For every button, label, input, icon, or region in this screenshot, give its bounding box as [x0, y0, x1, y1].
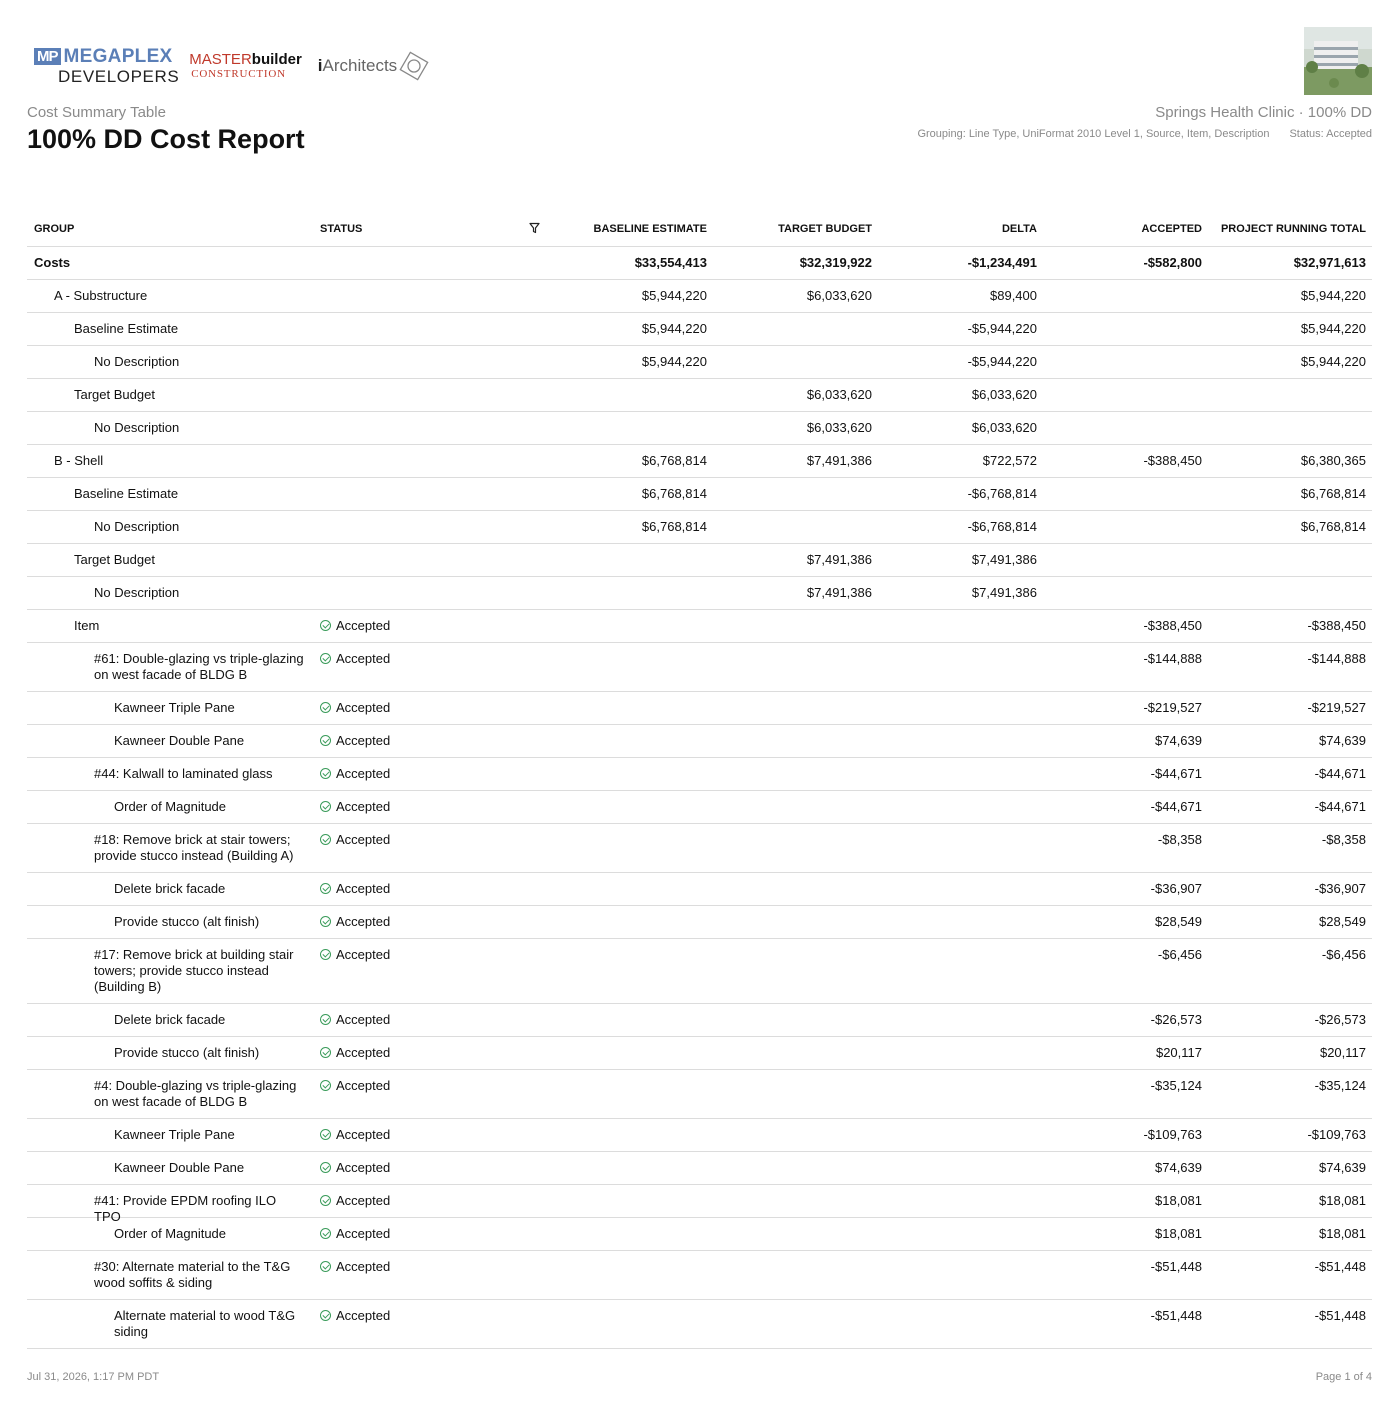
check-circle-icon [320, 1129, 331, 1140]
table-row[interactable] [27, 379, 1372, 412]
check-circle-icon [320, 1162, 331, 1173]
running-total-cell: $5,944,220 [1300, 321, 1366, 336]
table-row[interactable] [27, 544, 1372, 577]
col-accepted: ACCEPTED [1141, 223, 1202, 235]
building-render-icon [1304, 27, 1372, 95]
table-row[interactable] [27, 692, 1372, 725]
status-text: Accepted [336, 700, 391, 715]
accepted-cell: $20,117 [1155, 1045, 1202, 1060]
status-badge [320, 1160, 390, 1175]
cost-summary-table [27, 212, 1372, 1349]
check-circle-icon [320, 1080, 331, 1091]
row-group-label: #4: Double-glazing vs triple-glazing on west facade of BLDG B [94, 1078, 297, 1109]
table-body [27, 247, 1372, 1349]
table-row[interactable] [27, 478, 1372, 511]
status-badge [320, 832, 390, 847]
status-badge [320, 947, 390, 962]
accepted-cell: -$44,671 [1150, 799, 1202, 814]
document-title: 100% DD Cost Report [27, 124, 305, 154]
status-text: Accepted [336, 799, 391, 814]
iarchitects-logo [318, 47, 433, 85]
accepted-cell: -$582,800 [1143, 255, 1202, 270]
row-group-label: Baseline Estimate [74, 321, 179, 336]
target-cell: $7,491,386 [806, 453, 872, 468]
table-row[interactable] [27, 1251, 1372, 1300]
accepted-cell: $18,081 [1155, 1226, 1202, 1241]
accepted-cell: -$388,450 [1143, 618, 1202, 633]
row-group-label: Provide stucco (alt finish) [114, 914, 260, 929]
row-group-label: Delete brick facade [114, 881, 226, 896]
baseline-cell: $5,944,220 [641, 321, 707, 336]
accepted-cell: -$109,763 [1143, 1127, 1202, 1142]
running-total-cell: -$44,671 [1314, 799, 1366, 814]
delta-cell: -$6,768,814 [967, 519, 1037, 534]
row-group-label: Kawneer Double Pane [114, 733, 245, 748]
report-meta [917, 128, 1372, 140]
status-text: Accepted [336, 1078, 391, 1093]
status-text: Accepted [336, 1226, 391, 1241]
table-row[interactable] [27, 873, 1372, 906]
running-total-cell: $5,944,220 [1300, 354, 1366, 369]
table-row[interactable] [27, 1037, 1372, 1070]
table-row[interactable] [27, 725, 1372, 758]
target-cell: $7,491,386 [806, 585, 872, 600]
status-text: Accepted [336, 832, 391, 847]
table-row[interactable] [27, 313, 1372, 346]
running-total-cell: $6,768,814 [1300, 519, 1366, 534]
accepted-cell: $28,549 [1155, 914, 1202, 929]
check-circle-icon [320, 1014, 331, 1025]
table-row[interactable] [27, 1152, 1372, 1185]
table-row[interactable] [27, 412, 1372, 445]
status-badge [320, 1259, 390, 1274]
row-group-label: #18: Remove brick at stair towers; provide stucco instead (Building A) [94, 832, 294, 863]
row-group-label: Kawneer Triple Pane [114, 700, 235, 715]
status-text: Accepted [336, 1127, 391, 1142]
row-group-label: Order of Magnitude [114, 799, 227, 814]
running-total-cell: -$35,124 [1314, 1078, 1366, 1093]
accepted-cell: -$35,124 [1150, 1078, 1202, 1093]
status-text: Accepted [336, 1193, 391, 1208]
check-circle-icon [320, 1261, 331, 1272]
row-group-label: B - Shell [54, 453, 104, 468]
table-row[interactable] [27, 511, 1372, 544]
accepted-cell: $74,639 [1155, 733, 1202, 748]
delta-cell: -$6,768,814 [967, 486, 1037, 501]
master-black: builder [251, 51, 302, 68]
table-row[interactable] [27, 280, 1372, 313]
status-text: Accepted [336, 1160, 391, 1175]
check-circle-icon [320, 1047, 331, 1058]
running-total-cell: $74,639 [1319, 1160, 1366, 1175]
status-badge [320, 1308, 390, 1323]
target-cell: $7,491,386 [806, 552, 872, 567]
accepted-cell: -$36,907 [1150, 881, 1202, 896]
row-group-label: #61: Double-glazing vs triple-glazing on west facade of BLDG B [94, 651, 304, 682]
status-badge [320, 733, 390, 748]
delta-cell: $6,033,620 [971, 420, 1037, 435]
masterbuilder-logo [189, 52, 302, 80]
delta-cell: $89,400 [990, 288, 1037, 303]
baseline-cell: $6,768,814 [641, 453, 707, 468]
running-total-cell: $6,380,365 [1300, 453, 1366, 468]
running-total-cell: $18,081 [1319, 1193, 1366, 1208]
accepted-cell: -$144,888 [1143, 651, 1202, 666]
table-row[interactable] [27, 1119, 1372, 1152]
status-text: Accepted [336, 1045, 391, 1060]
footer-date: Jul 31, 2026, 1:17 PM PDT [27, 1371, 160, 1383]
table-row[interactable] [27, 1300, 1372, 1349]
status-badge [320, 881, 390, 896]
row-group-label: Costs [34, 255, 71, 270]
baseline-cell: $6,768,814 [641, 519, 707, 534]
table-row[interactable] [27, 758, 1372, 791]
running-total-cell: -$109,763 [1307, 1127, 1366, 1142]
target-cell: $6,033,620 [806, 387, 872, 402]
accepted-cell: -$388,450 [1143, 453, 1202, 468]
accepted-cell: -$51,448 [1150, 1259, 1202, 1274]
row-group-label: #30: Alternate material to the T&G wood soffits & siding [94, 1259, 291, 1290]
row-group-label: #44: Kalwall to laminated glass [94, 766, 273, 781]
megaplex-name: MEGAPLEX [63, 46, 173, 67]
status-badge [320, 1193, 390, 1208]
row-group-label: No Description [94, 585, 180, 600]
accepted-cell: -$219,527 [1143, 700, 1202, 715]
project-name: Springs Health Clinic · 100% DD [1155, 104, 1372, 121]
status-text: Accepted [336, 914, 391, 929]
company-logos [34, 44, 433, 88]
row-group-label: No Description [94, 354, 180, 369]
status-badge [320, 1045, 390, 1060]
delta-cell: -$5,944,220 [967, 321, 1037, 336]
row-group-label: Target Budget [74, 387, 155, 402]
project-thumbnail [1304, 27, 1372, 95]
running-total-cell: -$6,456 [1321, 947, 1366, 962]
row-group-label: A - Substructure [54, 288, 148, 303]
status-text: Accepted [336, 881, 391, 896]
baseline-cell: $5,944,220 [641, 288, 707, 303]
delta-cell: $7,491,386 [971, 552, 1037, 567]
running-total-cell: -$144,888 [1307, 651, 1366, 666]
status-badge [320, 700, 390, 715]
baseline-cell: $5,944,220 [641, 354, 707, 369]
status-badge [320, 914, 390, 929]
table-row[interactable] [27, 1004, 1372, 1037]
status-text: Accepted [336, 766, 391, 781]
col-delta: DELTA [1001, 223, 1037, 235]
row-group-label: Item [74, 618, 100, 633]
running-total-cell: $6,768,814 [1300, 486, 1366, 501]
delta-cell: -$1,234,491 [967, 255, 1037, 270]
document-subtitle: Cost Summary Table [27, 104, 166, 121]
baseline-cell: $33,554,413 [634, 255, 707, 270]
row-group-label: Order of Magnitude [114, 1226, 227, 1241]
check-circle-icon [320, 883, 331, 894]
delta-cell: $7,491,386 [971, 585, 1037, 600]
check-circle-icon [320, 702, 331, 713]
table-row[interactable] [27, 577, 1372, 610]
status-text: Accepted [336, 1259, 391, 1274]
check-circle-icon [320, 1310, 331, 1321]
grouping-info: Grouping: Line Type, UniFormat 2010 Level 1, Source, Item, Description [917, 128, 1270, 140]
row-group-label: Delete brick facade [114, 1012, 226, 1027]
iarch-name: Architects [322, 56, 398, 75]
row-group-label: No Description [94, 519, 180, 534]
table-header [27, 212, 1372, 247]
target-cell: $6,033,620 [806, 420, 872, 435]
col-group: GROUP [34, 223, 75, 235]
col-target: TARGET BUDGET [778, 223, 872, 235]
megaplex-badge: MP [34, 48, 61, 65]
filter-icon[interactable] [529, 222, 540, 234]
check-circle-icon [320, 735, 331, 746]
running-total-cell: -$36,907 [1314, 881, 1366, 896]
table-row[interactable] [27, 346, 1372, 379]
table-row[interactable] [27, 1185, 1372, 1224]
running-total-cell: -$219,527 [1307, 700, 1366, 715]
row-group-label: Target Budget [74, 552, 155, 567]
status-badge [320, 1012, 390, 1027]
check-circle-icon [320, 949, 331, 960]
row-group-label: Kawneer Double Pane [114, 1160, 245, 1175]
status-text: Accepted [336, 618, 391, 633]
status-text: Accepted [336, 1012, 391, 1027]
running-total-cell: $20,117 [1319, 1045, 1366, 1060]
check-circle-icon [320, 801, 331, 812]
accepted-cell: -$44,671 [1150, 766, 1202, 781]
status-badge [320, 766, 390, 781]
check-circle-icon [320, 620, 331, 631]
master-sub: CONSTRUCTION [191, 68, 286, 80]
accepted-cell: -$26,573 [1150, 1012, 1202, 1027]
status-badge [320, 799, 390, 814]
delta-cell: $722,572 [982, 453, 1037, 468]
table-row[interactable] [27, 939, 1372, 1004]
check-circle-icon [320, 1228, 331, 1239]
master-red: MASTER [189, 51, 252, 68]
table-row[interactable] [27, 791, 1372, 824]
running-total-cell: -$51,448 [1314, 1259, 1366, 1274]
accepted-cell: -$8,358 [1157, 832, 1202, 847]
footer-page-number: Page 1 of 4 [1315, 1371, 1372, 1383]
status-badge [320, 1127, 390, 1142]
table-row[interactable] [27, 610, 1372, 643]
accepted-cell: $18,081 [1155, 1193, 1202, 1208]
accepted-cell: $74,639 [1155, 1160, 1202, 1175]
delta-cell: -$5,944,220 [967, 354, 1037, 369]
col-status: STATUS [320, 223, 363, 235]
diamond-logo-icon [395, 47, 433, 85]
running-total-cell: -$388,450 [1307, 618, 1366, 633]
accepted-cell: -$6,456 [1157, 947, 1202, 962]
row-group-label: No Description [94, 420, 180, 435]
check-circle-icon [320, 1195, 331, 1206]
check-circle-icon [320, 653, 331, 664]
col-running: PROJECT RUNNING TOTAL [1220, 223, 1366, 235]
accepted-cell: -$51,448 [1150, 1308, 1202, 1323]
running-total-cell: $18,081 [1319, 1226, 1366, 1241]
table-row[interactable] [27, 643, 1372, 692]
running-total-cell: $5,944,220 [1300, 288, 1366, 303]
megaplex-sub: DEVELOPERS [58, 67, 180, 86]
table-row[interactable] [27, 1218, 1372, 1251]
row-group-label: #17: Remove brick at building stair towers; provide stucco instead (Building B) [94, 947, 294, 994]
table-row[interactable] [27, 445, 1372, 478]
status-badge [320, 651, 390, 666]
running-total-cell: -$26,573 [1314, 1012, 1366, 1027]
status-text: Accepted [336, 651, 391, 666]
target-cell: $6,033,620 [806, 288, 872, 303]
baseline-cell: $6,768,814 [641, 486, 707, 501]
running-total-cell: -$8,358 [1321, 832, 1366, 847]
table-row[interactable] [27, 906, 1372, 939]
col-baseline: BASELINE ESTIMATE [593, 223, 707, 235]
status-text: Accepted [336, 733, 391, 748]
table-row[interactable] [27, 1070, 1372, 1119]
status-text: Accepted [336, 947, 391, 962]
status-badge [320, 1226, 390, 1241]
delta-cell: $6,033,620 [971, 387, 1037, 402]
check-circle-icon [320, 768, 331, 779]
row-group-label: Baseline Estimate [74, 486, 179, 501]
megaplex-logo [34, 47, 179, 85]
status-badge [320, 618, 390, 633]
row-group-label: Alternate material to wood T&G siding [114, 1308, 296, 1339]
running-total-cell: $74,639 [1319, 733, 1366, 748]
target-cell: $32,319,922 [799, 255, 872, 270]
table-row[interactable] [27, 247, 1372, 280]
running-total-cell: -$44,671 [1314, 766, 1366, 781]
table-row[interactable] [27, 824, 1372, 873]
row-group-label: Provide stucco (alt finish) [114, 1045, 260, 1060]
status-badge [320, 1078, 390, 1093]
iarch-i: i [317, 56, 323, 75]
row-group-label: Kawneer Triple Pane [114, 1127, 235, 1142]
running-total-cell: $32,971,613 [1293, 255, 1366, 270]
status-filter-info: Status: Accepted [1289, 128, 1372, 140]
check-circle-icon [320, 916, 331, 927]
running-total-cell: -$51,448 [1314, 1308, 1366, 1323]
row-group-label: #41: Provide EPDM roofing ILO TPO [94, 1193, 277, 1224]
running-total-cell: $28,549 [1319, 914, 1366, 929]
status-text: Accepted [336, 1308, 391, 1323]
check-circle-icon [320, 834, 331, 845]
